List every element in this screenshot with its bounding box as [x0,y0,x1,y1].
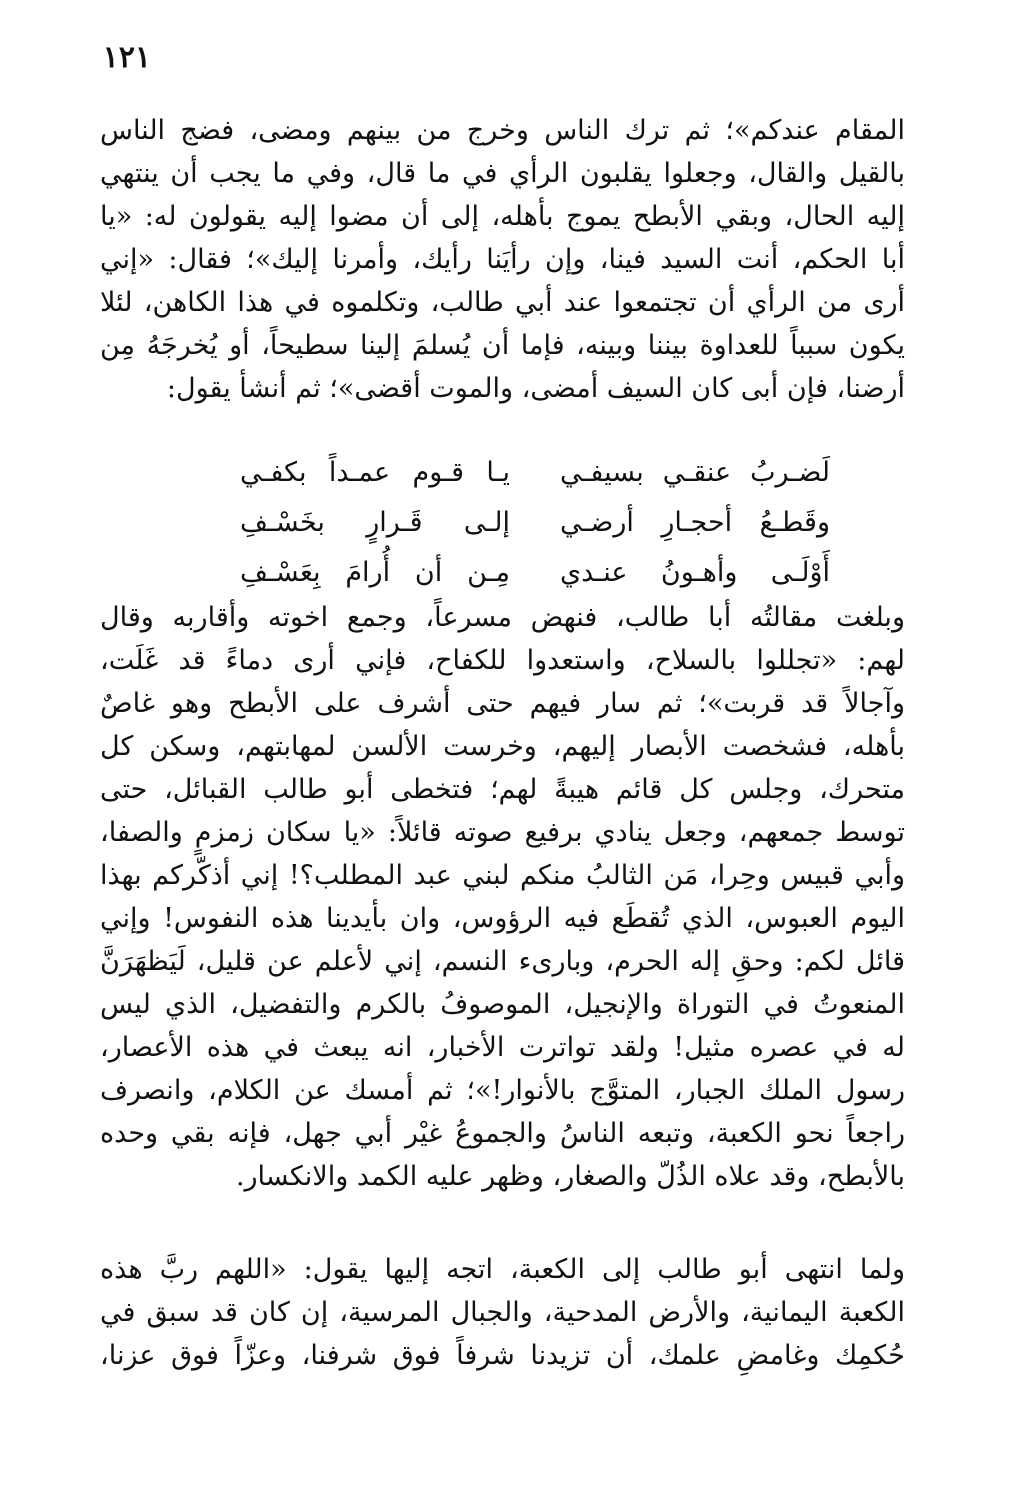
text-line: وأبي قبيس وحِرا، مَن الثالبُ منكم لبني عبد المطلب؟! إني أذكّركم بهذا [100,860,905,891]
paragraph-2 [100,596,905,1198]
text-line: بأهله، فشخصت الأبصار إليهم، وخرست الألسن لمهابتهم، وسكن كل [100,731,905,762]
text-line: حُكمِك وغامضِ علمك، أن تزيدنا شرفاً فوق شرفنا، وعزّاً فوق عزنا، [100,1340,905,1371]
text-line: المقام عندكم»؛ ثم ترك الناس وخرج من بينهم ومضى، فضج الناس [100,115,905,146]
text-line: لهم: «تجللوا بالسلاح، واستعدوا للكفاح، فإني أرى دماءً قد غَلَت، [100,645,905,676]
text-line: متحرك، وجلس كل قائم هيبةً لهم؛ فتخطى أبو طالب القبائل، حتى [100,774,905,805]
text-line: ولما انتهى أبو طالب إلى الكعبة، اتجه إليها يقول: «اللهم ربَّ هذه [100,1254,905,1285]
text-line: رسول الملك الجبار، المتوَّج بالأنوار!»؛ ثم أمسك عن الكلام، وانصرف [100,1075,905,1106]
text-line: وآجالاً قد قربت»؛ ثم سار فيهم حتى أشرف على الأبطح وهو غاصٌ [100,688,905,719]
text-line: إليه الحال، وبقي الأبطح يموج بأهله، إلى أن مضوا إليه يقولون له: «يا [100,201,905,232]
poem-verse [240,548,830,598]
text-line: المنعوتُ في التوراة والإنجيل، الموصوفُ بالكرم والتفضيل، الذي ليس [100,989,905,1020]
second-hemistich: مِـن أن أُرامَ بِعَسْـفِ [240,557,510,588]
first-hemistich: لَضـربُ عنقـي بسيفـي [560,457,830,488]
text-line: بالأبطح، وقد علاه الذُلّ والصغار، وظهر عليه الكمد والانكسار. [235,1161,905,1192]
text-line: قائل لكم: وحقِ إله الحرم، وبارىء النسم، إني لأعلم عن قليل، لَيَظهَرَنَّ [100,946,905,977]
text-line: اليوم العبوس، الذي تُقطَع فيه الرؤوس، وان بأيدينا هذه النفوس! وإني [100,903,905,934]
text-line: أرى من الرأي أن تجتمعوا عند أبي طالب، وتكلموه في هذا الكاهن، لئلا [100,287,905,318]
text-line: يكون سبباً للعداوة بيننا وبينه، فإما أن يُسلمَ إلينا سطيحاً، أو يُخرجَهُ مِن [100,330,905,361]
text-line: توسط جمعهم، وجعل ينادي برفيع صوته قائلاً: «يا سكان زمزمٍ والصفا، [100,817,905,848]
first-hemistich: وقَطـعُ أحجـارِ أرضـي [560,507,830,538]
text-line: أرضنا، فإن أبى كان السيف أمضى، والموت أقضى»؛ ثم أنشأ يقول: [166,373,905,404]
text-line: له في عصره مثيل! ولقد تواترت الأخبار، انه يبعث في هذه الأعصار، [100,1032,905,1063]
poem [240,448,830,598]
second-hemistich: إلـى قَـرارٍ بخَسْـفِ [240,507,510,538]
paragraph-1 [100,109,905,410]
first-hemistich: أَوْلَـى وأهـونُ عنـدي [560,557,830,588]
poem-verse [240,498,830,548]
second-hemistich: يـا قـوم عمـداً بكفـي [240,457,510,488]
poem-verse [240,448,830,498]
paragraph-3 [100,1248,905,1377]
text-line: راجعاً نحو الكعبة، وتبعه الناسُ والجموعُ غيْر أبي جهل، فإنه بقي وحده [100,1118,905,1149]
text-line: أبا الحكم، أنت السيد فينا، وإن رأيَنا رأيك، وأمرنا إليك»؛ فقال: «إني [100,244,905,275]
text-line: وبلغت مقالتُه أبا طالب، فنهض مسرعاً، وجمع اخوته وأقاربه وقال [100,602,905,633]
text-line: الكعبة اليمانية، والأرض المدحية، والجبال المرسية، إن كان قد سبق في [100,1297,905,1328]
text-line: بالقيل والقال، وجعلوا يقلبون الرأي في ما قال، وفي ما يجب أن ينتهي [100,158,905,189]
page-number: ١٢١ [102,40,151,75]
